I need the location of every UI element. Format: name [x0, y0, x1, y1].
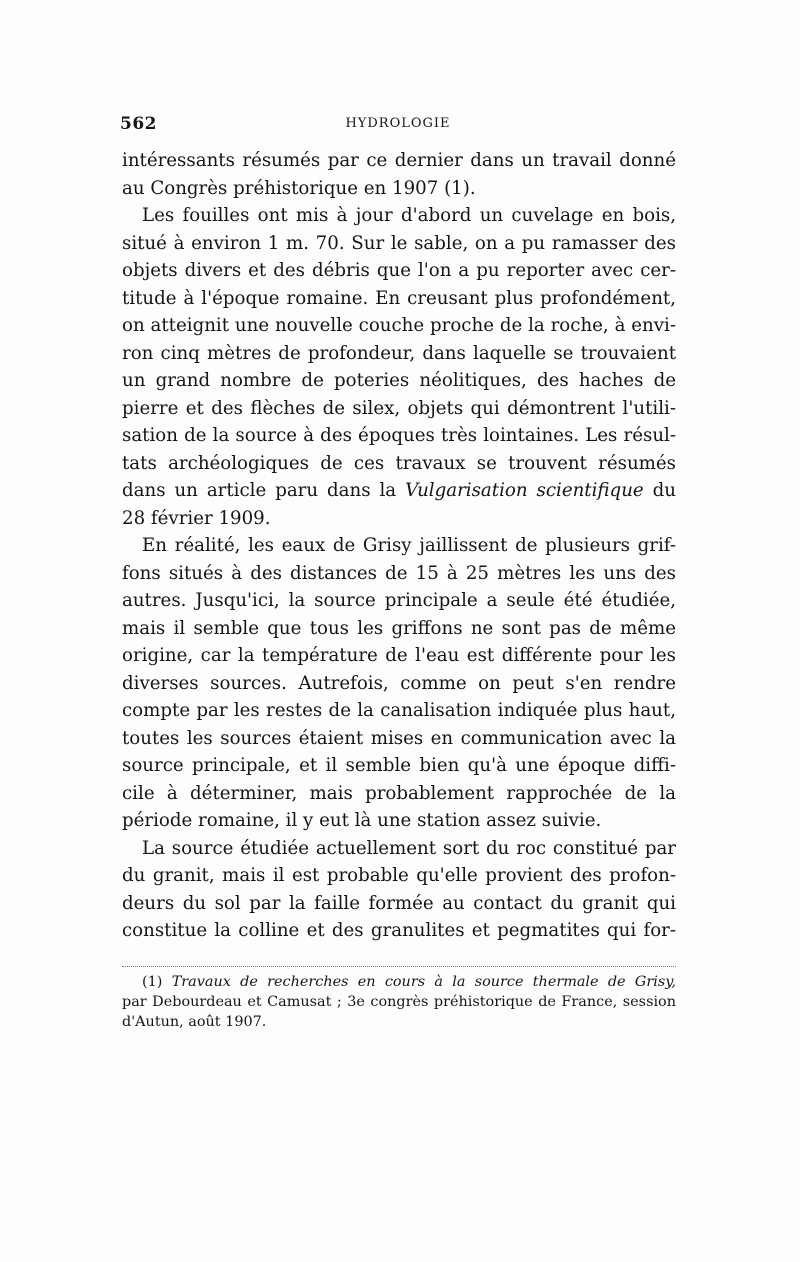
text-line: En réalité, les eaux de Grisy jaillissent de plusieurs grif- [142, 535, 676, 556]
journal-title: Vulgarisation scientifique [405, 480, 644, 501]
footnote-line: par Debourdeau et Camusat ; 3e congrès préhistorique de France, session [122, 994, 676, 1010]
text-line: intéressants résumés par ce dernier dans un travail donné [122, 150, 676, 171]
text-line: période romaine, il y eut là une station assez suivie. [122, 810, 602, 831]
footnote-line [122, 972, 676, 992]
text-line: Les fouilles ont mis à jour d'abord un cuvelage en bois, [142, 205, 676, 226]
page-header [120, 114, 676, 140]
text-line: pierre et des flèches de silex, objets qui démontrent l'utili- [122, 397, 676, 419]
text-fragment: dans un article paru dans la [122, 480, 397, 501]
text-line: au Congrès préhistorique en 1907 (1). [122, 177, 476, 199]
text-line [122, 477, 676, 505]
text-line: origine, car la température de l'eau est différente pour les [122, 645, 676, 666]
footnote-marker: (1) [142, 974, 163, 990]
text-line: sation de la source à des époques très lointaines. Les résul- [122, 425, 676, 446]
footnote [122, 972, 676, 1032]
text-line: situé à environ 1 m. 70. Sur le sable, on a pu ramasser des [122, 232, 676, 254]
text-line: constitue la colline et des granulites et pegmatites qui for- [122, 920, 676, 941]
text-line: du granit, mais il est probable qu'elle provient des profon- [122, 865, 676, 886]
text-line: La source étudiée actuellement sort du roc constitué par [142, 837, 676, 859]
text-line: ron cinq mètres de profondeur, dans laquelle se trouvaient [122, 342, 676, 364]
text-line: un grand nombre de poteries néolitiques, des haches de [122, 370, 676, 391]
text-line: objets divers et des débris que l'on a pu reporter avec cer- [122, 260, 676, 281]
text-line: mais il semble que tous les griffons ne sont pas de même [122, 617, 676, 639]
text-fragment: du [652, 480, 676, 501]
text-line: toutes les sources étaient mises en communication avec la [122, 727, 676, 749]
text-line: source principale, et il semble bien qu'à une époque diffi- [122, 755, 676, 776]
page-number: 562 [120, 114, 157, 134]
text-line: autres. Jusqu'ici, la source principale a seule été étudiée, [122, 590, 676, 611]
running-title: HYDROLOGIE [345, 116, 451, 131]
text-line: 28 février 1909. [122, 507, 271, 529]
text-line: on atteignit une nouvelle couche proche de la roche, à envi- [122, 315, 676, 336]
text-line: fons situés à des distances de 15 à 25 mètres les uns des [122, 562, 676, 584]
text-line: tats archéologiques de ces travaux se trouvent résumés [122, 452, 676, 474]
body-text [122, 147, 676, 945]
text-line: cile à déterminer, mais probablement rapprochée de la [122, 782, 676, 804]
text-line: diverses sources. Autrefois, comme on peut s'en rendre [122, 672, 676, 694]
footnote-divider [122, 966, 676, 967]
text-line: compte par les restes de la canalisation indiquée plus haut, [122, 700, 676, 721]
text-line: deurs du sol par la faille formée au contact du granit qui [122, 892, 676, 914]
footnote-title: Travaux de recherches en cours à la source thermale de Grisy, [171, 974, 677, 990]
text-line: titude à l'époque romaine. En creusant plus profondément, [122, 287, 676, 309]
footnote-line: d'Autun, août 1907. [122, 1014, 267, 1030]
